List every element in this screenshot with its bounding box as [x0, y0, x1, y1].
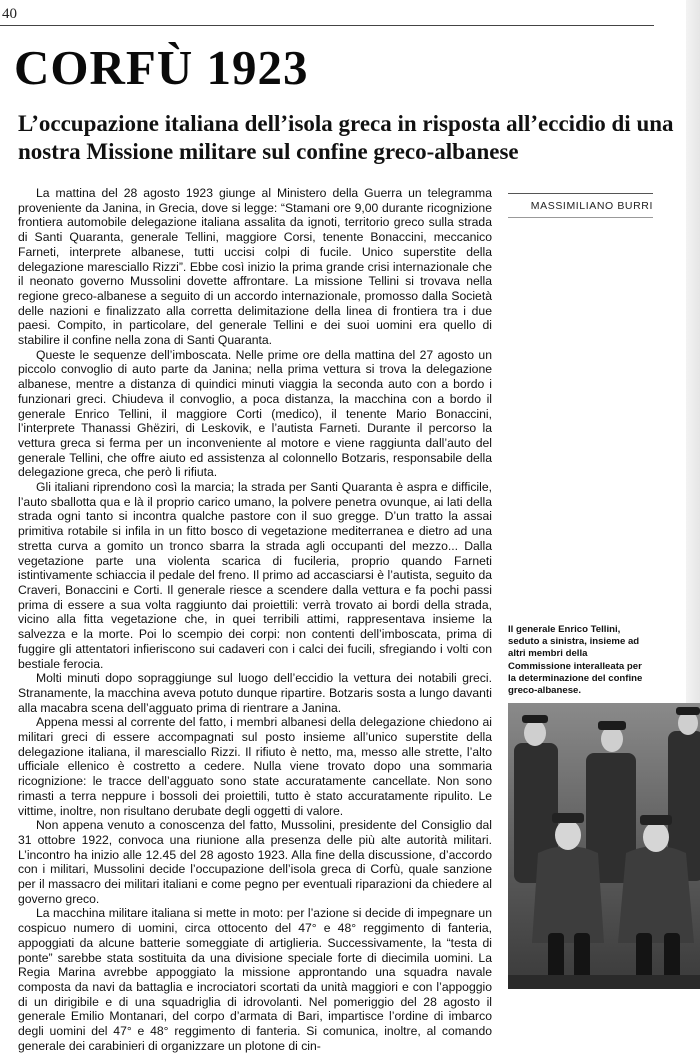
body-paragraph: Gli italiani riprendono così la marcia; la strada per Santi Quaranta è aspra e difficile, l’auto sballotta qua e là il proprio carico umano, la polvere penetra ovunque, ai lati della strada ogni tanto si incontra qualche pastore con il suo gregge. D’un tratto la assai primitiva rotabile si infila in un fitto bosco di vegetazione mediterranea e dietro ad una stretta curva a gomito un tronco sbarra la strada agli occupanti del mezzo... Dalla vegetazione parte una violenta scarica di fucileria, proprio quando Farneti istintivamente schiaccia il pedale del freno. Il primo ad accasciarsi è l’autista, seguito da Craveri, Bonaccini e Corti. Il generale riesce a scendere dalla vettura e fa pochi passi prima di essere a sua volta raggiunto dai proiettili: verrà trovato ai bordi della strada, vicino alla fitta vegetazione che, in quei terribili attimi, rappresentava insieme la salvezza e la morte. Poi lo scempio dei corpi: non contenti dell’imboscata, prima di fuggire gli attentatori infieriscono sui cadaveri con i calci dei fucili, sfregiando i volti con bestiale ferocia.	[18, 480, 492, 671]
body-paragraph: Queste le sequenze dell’imboscata. Nelle prime ore della mattina del 27 agosto un piccolo convoglio di auto parte da Janina; nella prima vettura si trova la delegazione albanese, mentre a distanza di quindici minuti viaggia la seconda auto con a bordo i funzionari greci. Chiudeva il convoglio, a poca distanza, la macchina con a bordo il generale Enrico Tellini, il maggiore Corti (medico), il tenente Mario Bonaccini, l’interprete Thanassi Ghëziri, di Leskovik, e l’autista Farneti. Durante il percorso la vettura greca si ferma per un inconveniente al motore e viene raggiunta dall’auto del generale Tellini, che offre aiuto ed assistenza al colonnello Botzaris, responsabile della delegazione greca, che però li rifiuta.	[18, 347, 492, 480]
header-rule	[0, 25, 654, 26]
article-subtitle: L’occupazione italiana dell’isola greca in risposta all’eccidio di una nostra Missione militare sul confine greco-albanese	[18, 111, 674, 164]
article-title: CORFÙ 1923	[14, 40, 309, 95]
body-paragraph: La macchina militare italiana si mette in moto: per l’azione si decide di impegnare un cospicuo numero di uomini, circa ottocento del 47° e 48° reggimento di fanteria, appoggiati da alcune batterie someggiate di artiglieria. Successivamente, la “testa di ponte” sarebbe stata sostituita da una divisione speciale forte di diecimila uomini. La Regia Marina avrebbe appoggiato la missione approntando una squadra navale composta da navi da battaglia e incrociatori scortati da unità maggiori e con l’appoggio di un dirigibile e di una squadriglia di idrovolanti. Nel pomeriggio del 28 agosto il generale Emilio Montanari, del corpo d’armata di Bari, impartisce l’ordine di imbarco degli uomini del 47° e 48° reggimento di fanteria. Si comunica, inoltre, al comando generale dei carabinieri di organizzare un plotone di cin-	[18, 906, 492, 1053]
historical-group-photo	[508, 703, 700, 989]
body-paragraph: La mattina del 28 agosto 1923 giunge al Ministero della Guerra un telegramma proveniente da Janina, in Grecia, dove si legge: “Stamani ore 9,00 durante ricognizione frontiera automobile delegazione italiana assalita da ignoti, territorio greco sulla strada di Santi Quaranta, generale Tellini, maggiore Corsi, tenente Bonaccini, meccanico Farneti, interprete albanese, tutti uccisi colpi di fucile. Unico superstite della delegazione maresciallo Rizzi”. Ebbe così inizio la prima grande crisi internazionale che il neonato governo Mussolini dovette affrontare. La missione Tellini si trovava nella regione greco-albanese a seguito di un accordo internazionale, promosso dalla Società delle nazioni e finalizzato alla corretta delimitazione della linea di frontiera tra i due paesi. Compito, in particolare, del generale Tellini e dei suoi uomini era quello di stabilire il confine nella zona di Santi Quaranta.	[18, 186, 492, 348]
author-byline: MASSIMILIANO BURRI	[508, 193, 653, 218]
photo-caption: Il generale Enrico Tellini, seduto a sinistra, insieme ad altri membri della Commissione interalleata per la determinazione del confine greco-albanese.	[508, 624, 643, 697]
article-body	[18, 186, 492, 1053]
group-photo-image	[508, 703, 700, 989]
page-number: 40	[2, 6, 17, 22]
body-paragraph: Non appena venuto a conoscenza del fatto, Mussolini, presidente del Consiglio dal 31 ottobre 1922, convoca una riunione alla presenza delle più alte autorità militari. L’incontro ha inizio alle 12.45 del 28 agosto 1923. Alla fine della discussione, d’accordo con i militari, Mussolini decide l’occupazione dell’isola greca di Corfù, quale sanzione per il massacro dei militari italiani e come pegno per eventuali riparazioni da chiedere al governo greco.	[18, 818, 492, 906]
body-paragraph: Appena messi al corrente del fatto, i membri albanesi della delegazione chiedono ai militari greci di essere accompagnati sul posto insieme all’unico superstite della delegazione italiana, il maresciallo Rizzi. Il rifiuto è netto, ma, messo alle strette, l’alto ufficiale ellenico è costretto a cedere. Nulla viene trovato dopo una sommaria ricognizione: le tracce dell’agguato sono state accuratamente cancellate. Non sono rimasti a terra neppure i bossoli dei proiettili, tutto è stato accuratamente ripulito. Le vittime, inoltre, non risultano derubate degli oggetti di valore.	[18, 715, 492, 818]
body-paragraph: Molti minuti dopo sopraggiunge sul luogo dell’eccidio la vettura dei notabili greci. Stranamente, la macchina aveva potuto dunque ripartire. Botzaris sosta a lungo davanti alla macabra scena dell’agguato prima di rientrare a Janina.	[18, 671, 492, 715]
